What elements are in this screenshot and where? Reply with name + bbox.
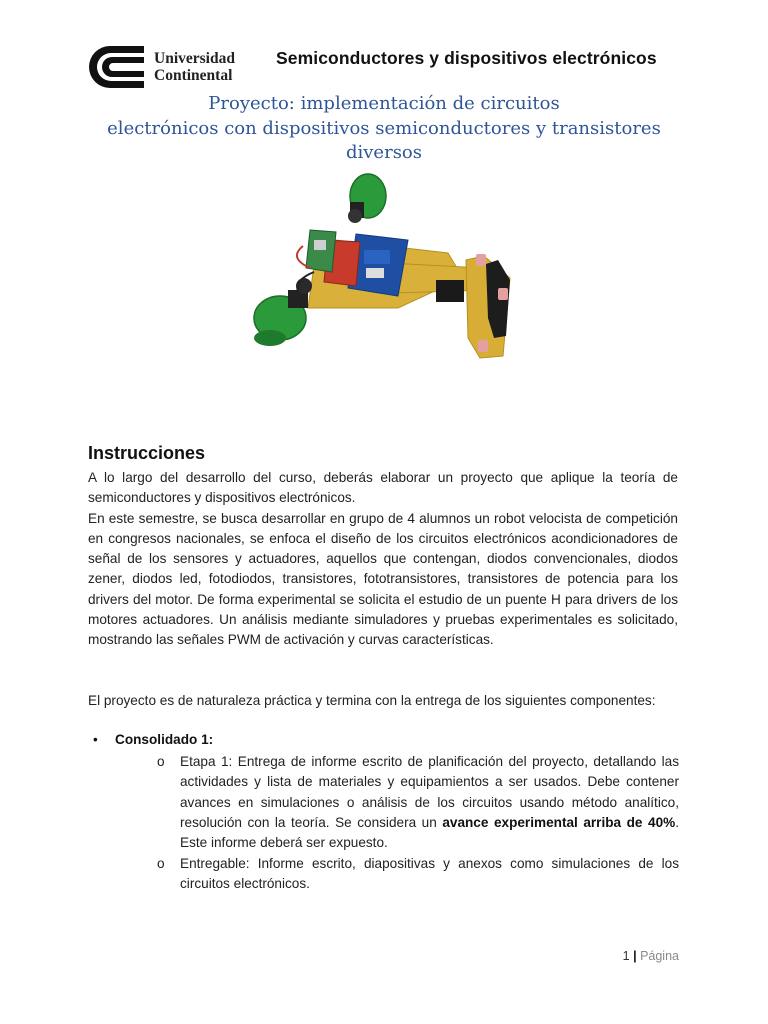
instructions-heading: Instrucciones bbox=[88, 443, 206, 463]
project-title-line-2: electrónicos con dispositivos semiconductores y transistores bbox=[107, 117, 661, 139]
paragraph-intro: A lo largo del desarrollo del curso, deberás elaborar un proyecto que aplique la teoría de semiconductores y dispositivos electrónicos. bbox=[88, 470, 678, 506]
university-logo-icon bbox=[88, 44, 148, 90]
logo-line-2: Continental bbox=[154, 67, 233, 84]
university-logo bbox=[88, 42, 248, 92]
robot-photo bbox=[248, 168, 538, 408]
logo-line-1: Universidad bbox=[154, 50, 235, 67]
sub-marker-1: o bbox=[157, 754, 165, 769]
page-label: Página bbox=[640, 949, 679, 963]
page-footer bbox=[623, 949, 679, 963]
footer-separator: | bbox=[633, 949, 637, 963]
paragraph-components: El proyecto es de naturaleza práctica y termina con la entrega de los siguientes componentes: bbox=[88, 693, 656, 708]
project-title-line-3: diversos bbox=[345, 142, 423, 163]
sub-item-entregable bbox=[157, 854, 679, 895]
course-title: Semiconductores y dispositivos electrónicos bbox=[276, 48, 657, 68]
sub-item-etapa-1 bbox=[157, 752, 679, 853]
bullet-marker: • bbox=[93, 732, 98, 747]
project-title-line-1: Proyecto: implementación de circuitos bbox=[208, 93, 560, 114]
page-number: 1 bbox=[622, 949, 630, 963]
sub-marker-2: o bbox=[157, 856, 165, 871]
sub-item-2-text: Entregable: Informe escrito, diapositivas y anexos como simulaciones de los circuitos electrónicos. bbox=[180, 856, 679, 892]
document-header bbox=[88, 42, 688, 92]
sub-item-1-text: Etapa 1: Entrega de informe escrito de planificación del proyecto, detallando las actividades y lista de materiales y equipamientos a ser usados. Debe contener avances en simulaciones o análisis de los circuitos usando método analítico, resolución con la teoría. Se considera un bbox=[180, 754, 679, 830]
sub-item-1-bold: avance experimental arriba de 40% bbox=[442, 814, 676, 830]
instructions-body bbox=[88, 468, 678, 651]
project-title bbox=[88, 92, 680, 166]
bullet-label: Consolidado 1: bbox=[115, 732, 214, 747]
line-follower-robot-image bbox=[248, 168, 538, 408]
sub-item-1-end: . Este informe deberá ser expuesto. bbox=[180, 814, 679, 851]
paragraph-semester: En este semestre, se busca desarrollar en grupo de 4 alumnos un robot velocista de competición en congresos nacionales, se enfoca el diseño de los circuitos electrónicos acondicionadores de señal de los sensores y actuadores, aquellos que contengan, diodos convencionales, diodos zener, diodos led, fotodiodos, transistores, fototransistores, transistores de potencia para los drivers del motor. De forma experimental se solicita el estudio de un puente H para drivers de los motores actuadores. Un análisis mediante simuladores y pruebas experimentales es solicitado, mostrando las señales PWM de activación y curvas características. bbox=[88, 510, 678, 648]
bullet-consolidado bbox=[93, 732, 213, 747]
